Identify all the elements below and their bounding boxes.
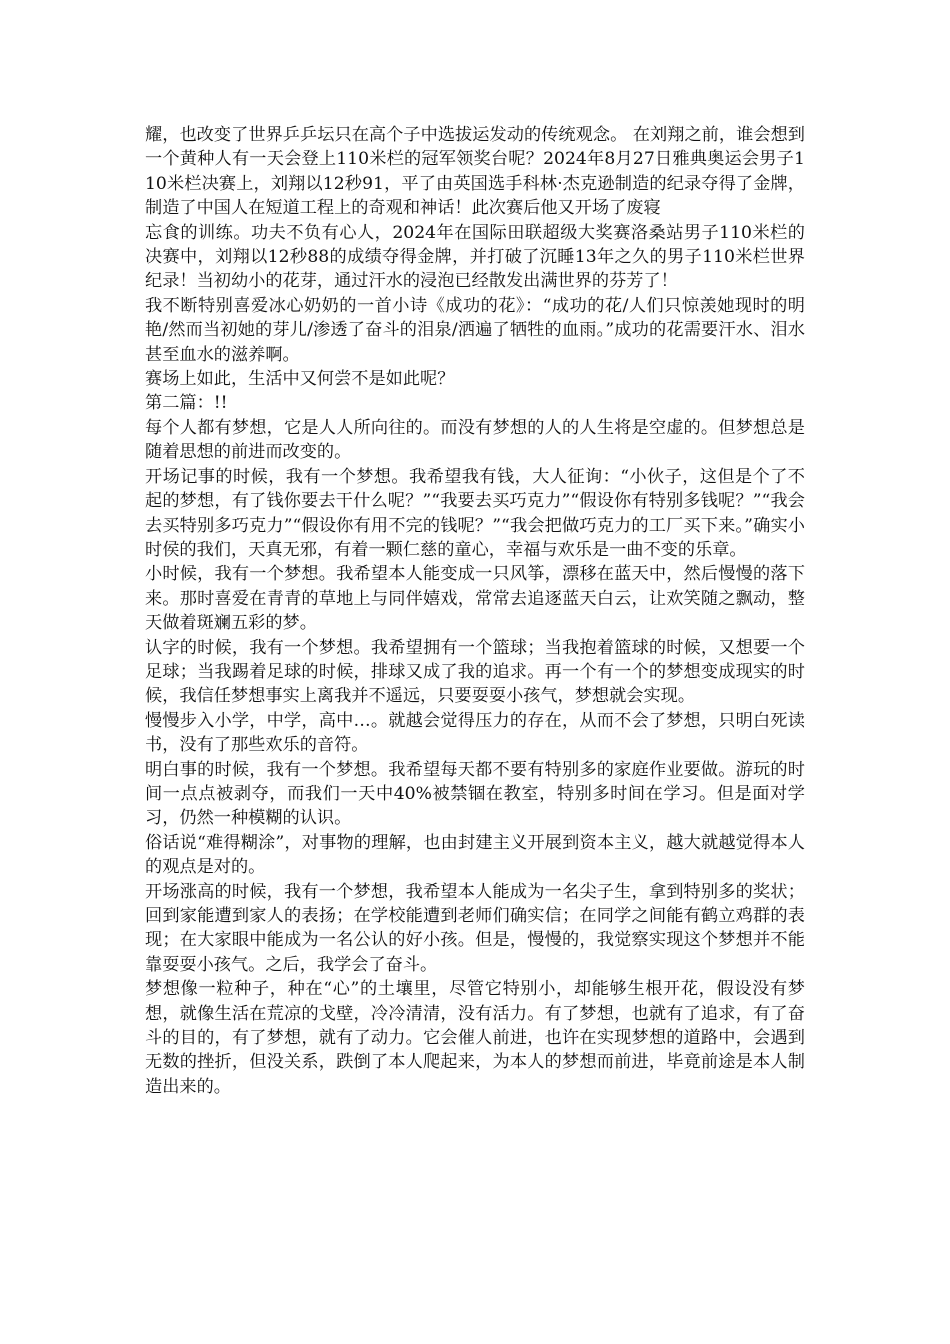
paragraph: 开场涨高的时候，我有一个梦想，我希望本人能成为一名尖子生，拿到特别多的奖状；回到家能遭到家人的表扬；在学校能遭到老师们确实信；在同学之间能有鹤立鸡群的表现；在大家眼中能成为一名公认的好小孩。但是，慢慢的，我觉察实现这个梦想并不能靠耍耍小孩气。之后，我学会了奋斗。 — [145, 881, 805, 975]
paragraph: 我不断特别喜爱冰心奶奶的一首小诗《成功的花》：“成功的花/人们只惊羡她现时的明艳/然而当初她的芽儿/渗透了奋斗的泪泉/洒遍了牺牲的血雨。”成功的花需要汗水、泪水甚至血水的滋养啊。 — [145, 295, 805, 365]
paragraph: 耀，也改变了世界乒乒坛只在高个子中选拔运发动的传统观念。 在刘翔之前，谁会想到一个黄种人有一天会登上110米栏的冠军领奖台呢？2024年8月27日雅典奥运会男子110米栏决赛上，刘翔以12秒91，平了由英国选手科林·杰克逊制造的纪录夺得了金牌，制造了中国人在短道工程上的奇观和神话！此次赛后他又开场了废寝 — [145, 125, 805, 219]
paragraph: 开场记事的时候，我有一个梦想。我希望我有钱，大人征询：“小伙子，这但是个了不起的梦想，有了钱你要去干什么呢？”“我要去买巧克力”“假设你有特别多钱呢？”“我会去买特别多巧克力”“假设你有用不完的钱呢？”“我会把做巧克力的工厂买下来。”确实小时侯的我们，天真无邪，有着一颗仁慈的童心，幸福与欢乐是一曲不变的乐章。 — [145, 466, 805, 560]
paragraph: 明白事的时候，我有一个梦想。我希望每天都不要有特别多的家庭作业要做。游玩的时间一点点被剥夺，而我们一天中40%被禁锢在教室，特别多时间在学习。但是面对学习，仍然一种模糊的认识。 — [145, 759, 805, 829]
paragraph: 赛场上如此，生活中又何尝不是如此呢？ — [145, 369, 455, 390]
paragraph: 认字的时候，我有一个梦想。我希望拥有一个篮球；当我抱着篮球的时候，又想要一个足球；当我踢着足球的时候，排球又成了我的追求。再一个有一个的梦想变成现实的时候，我信任梦想事实上离我并不遥远，只要耍耍小孩气，梦想就会实现。 — [145, 637, 805, 707]
paragraph: 每个人都有梦想，它是人人所向往的。而没有梦想的人的人生将是空虚的。但梦想总是随着思想的前进而改变的。 — [145, 417, 805, 463]
document-body — [145, 123, 805, 1099]
paragraph: 俗话说“难得糊涂”，对事物的理解，也由封建主义开展到资本主义，越大就越觉得本人的观点是对的。 — [145, 832, 805, 878]
section-heading: 第二篇：!! — [145, 393, 228, 414]
paragraph: 慢慢步入小学，中学，高中…。就越会觉得压力的存在，从而不会了梦想，只明白死读书，没有了那些欢乐的音符。 — [145, 710, 805, 756]
paragraph: 忘食的训练。功夫不负有心人，2024年在国际田联超级大奖赛洛桑站男子110米栏的决赛中，刘翔以12秒88的成绩夺得金牌，并打破了沉睡13年之久的男子110米栏世界纪录！当初幼小的花芽，通过汗水的浸泡已经散发出满世界的芬芳了！ — [145, 222, 805, 292]
paragraph: 小时候，我有一个梦想。我希望本人能变成一只风筝，漂移在蓝天中，然后慢慢的落下来。那时喜爱在青青的草地上与同伴嬉戏，常常去追逐蓝天白云，让欢笑随之飘动，整天做着斑斓五彩的梦。 — [145, 564, 805, 634]
paragraph: 梦想像一粒种子，种在“心”的土壤里，尽管它特别小，却能够生根开花，假设没有梦想，就像生活在荒凉的戈壁，冷冷清清，没有活力。有了梦想，也就有了追求，有了奋斗的目的，有了梦想，就有了动力。它会催人前进，也许在实现梦想的道路中，会遇到无数的挫折，但没关系，跌倒了本人爬起来，为本人的梦想而前进，毕竟前途是本人制造出来的。 — [145, 979, 805, 1097]
